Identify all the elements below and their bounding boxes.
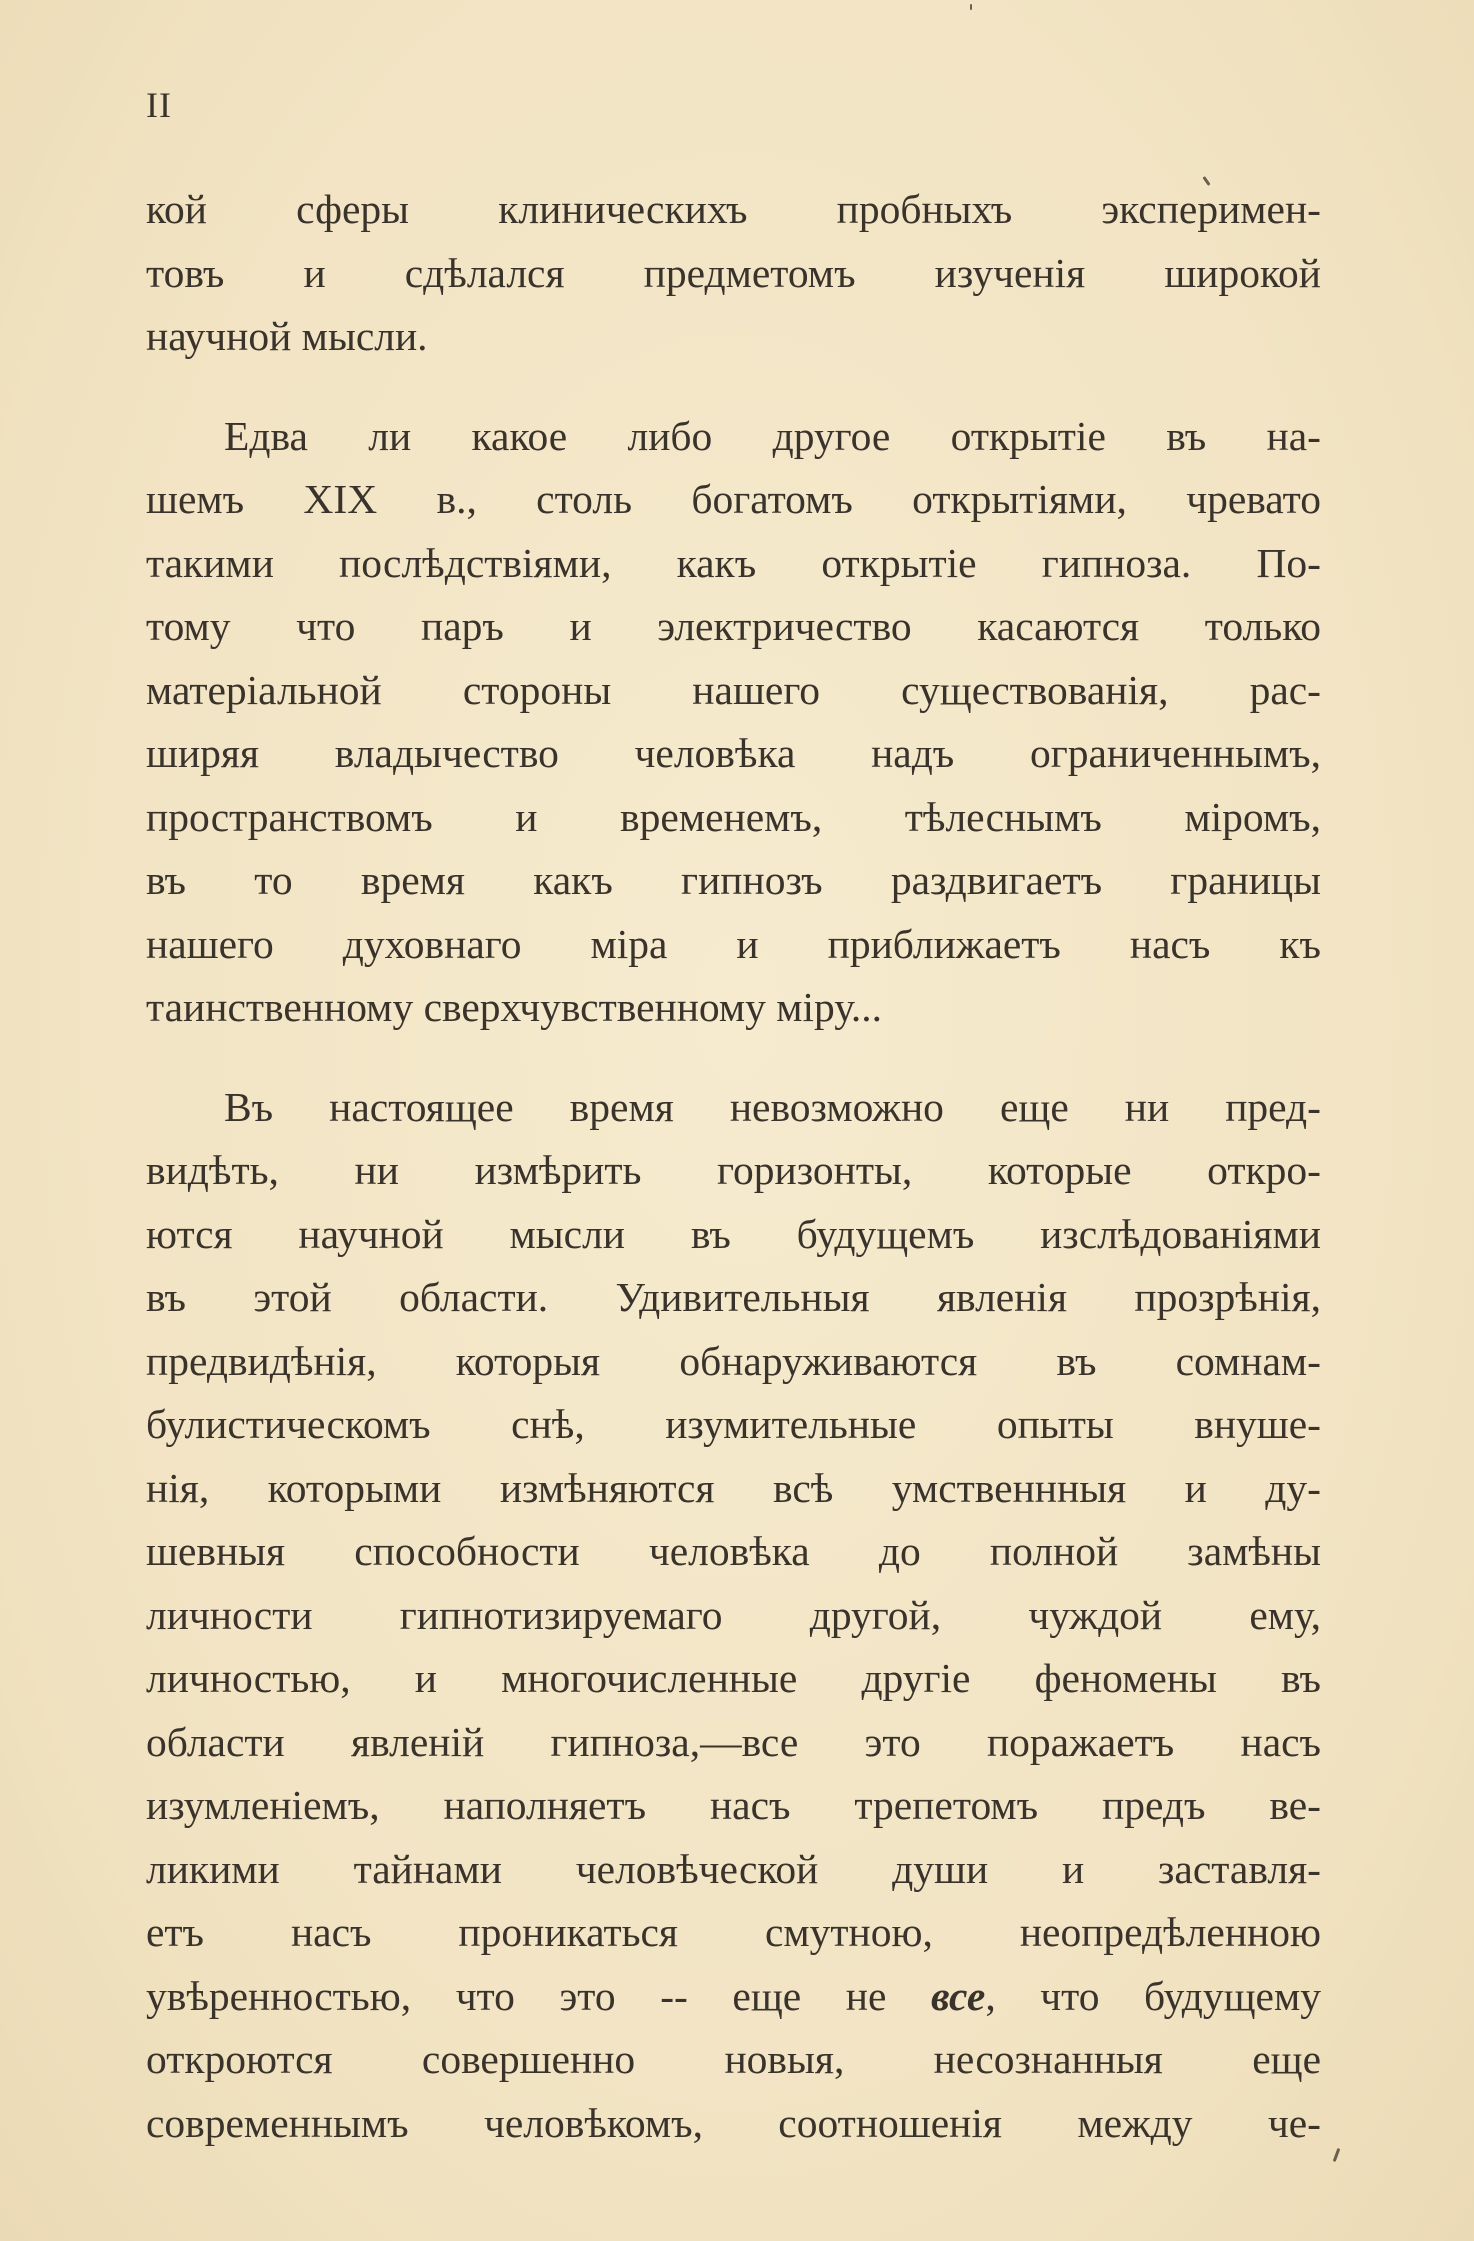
text-line: изумленіемъ, наполняетъ насъ трепетомъ предъ ве- bbox=[146, 1782, 1321, 1828]
text-line: нія, которыми измѣняются всѣ умственнныя и ду- bbox=[146, 1464, 1321, 1511]
text-line: товъ и сдѣлался предметомъ изученія широкой bbox=[146, 249, 1321, 296]
text-line: откроются совершенно новыя, несознанныя еще bbox=[146, 2036, 1321, 2082]
text-run: , что будущему bbox=[985, 1972, 1321, 2019]
body-text bbox=[146, 178, 1321, 2191]
text-line: видѣть, ни измѣрить горизонты, которые откро- bbox=[146, 1147, 1321, 1193]
text-line: нашего духовнаго міра и приближаетъ насъ къ bbox=[146, 920, 1321, 967]
text-line: матеріальной стороны нашего существованія, рас- bbox=[146, 666, 1321, 713]
page-number: II bbox=[146, 85, 172, 125]
text-line: ширяя владычество человѣка надъ ограниченнымъ, bbox=[146, 730, 1321, 776]
paragraph-1 bbox=[146, 178, 1321, 369]
text-line: пространствомъ и временемъ, тѣлеснымъ міромъ, bbox=[146, 793, 1321, 840]
emphasis-word: все bbox=[931, 1972, 986, 2019]
paragraph-2 bbox=[146, 405, 1321, 1040]
text-line: въ то время какъ гипнозъ раздвигаетъ границы bbox=[146, 857, 1321, 903]
text-line: области явленій гипноза,—все это поражаетъ насъ bbox=[146, 1718, 1321, 1765]
text-line: етъ насъ проникаться смутною, неопредѣленною bbox=[146, 1909, 1321, 1955]
text-line: Въ настоящее время невозможно еще ни пред- bbox=[224, 1083, 1321, 1130]
text-line: ются научной мысли въ будущемъ изслѣдованіями bbox=[146, 1210, 1321, 1257]
text-line: ликими тайнами человѣческой души и заставля- bbox=[146, 1845, 1321, 1892]
text-line: личностью, и многочисленные другіе феномены въ bbox=[146, 1655, 1321, 1701]
text-line: предвидѣнія, которыя обнаруживаются въ сомнам- bbox=[146, 1337, 1321, 1384]
text-line: таинственному сверхчувственному міру... bbox=[146, 984, 882, 1030]
text-line: шевныя способности человѣка до полной замѣны bbox=[146, 1528, 1321, 1574]
paper-speck bbox=[970, 4, 972, 10]
text-run: увѣренностью, что это -- еще не bbox=[146, 1972, 932, 2019]
text-line: булистическомъ снѣ, изумительные опыты внуше- bbox=[146, 1401, 1321, 1447]
text-line: шемъ XIX в., столь богатомъ открытіями, чревато bbox=[146, 476, 1321, 522]
text-line-with-emphasis bbox=[146, 1965, 1321, 2029]
text-line: кой сферы клиническихъ пробныхъ эксперимен- bbox=[146, 186, 1321, 232]
text-line: личности гипнотизируемаго другой, чуждой ему, bbox=[146, 1591, 1321, 1638]
text-line: Едва ли какое либо другое открытіе въ на- bbox=[224, 412, 1321, 459]
text-line: такими послѣдствіями, какъ открытіе гипноза. По- bbox=[146, 539, 1321, 586]
paper-speck bbox=[1333, 2148, 1341, 2162]
text-line: тому что паръ и электричество касаются только bbox=[146, 603, 1321, 649]
paragraph-3 bbox=[146, 1076, 1321, 2156]
text-line: современнымъ человѣкомъ, соотношенія между че- bbox=[146, 2099, 1321, 2146]
text-line: въ этой области. Удивительныя явленія прозрѣнія, bbox=[146, 1274, 1321, 1320]
text-line: научной мысли. bbox=[146, 313, 428, 359]
